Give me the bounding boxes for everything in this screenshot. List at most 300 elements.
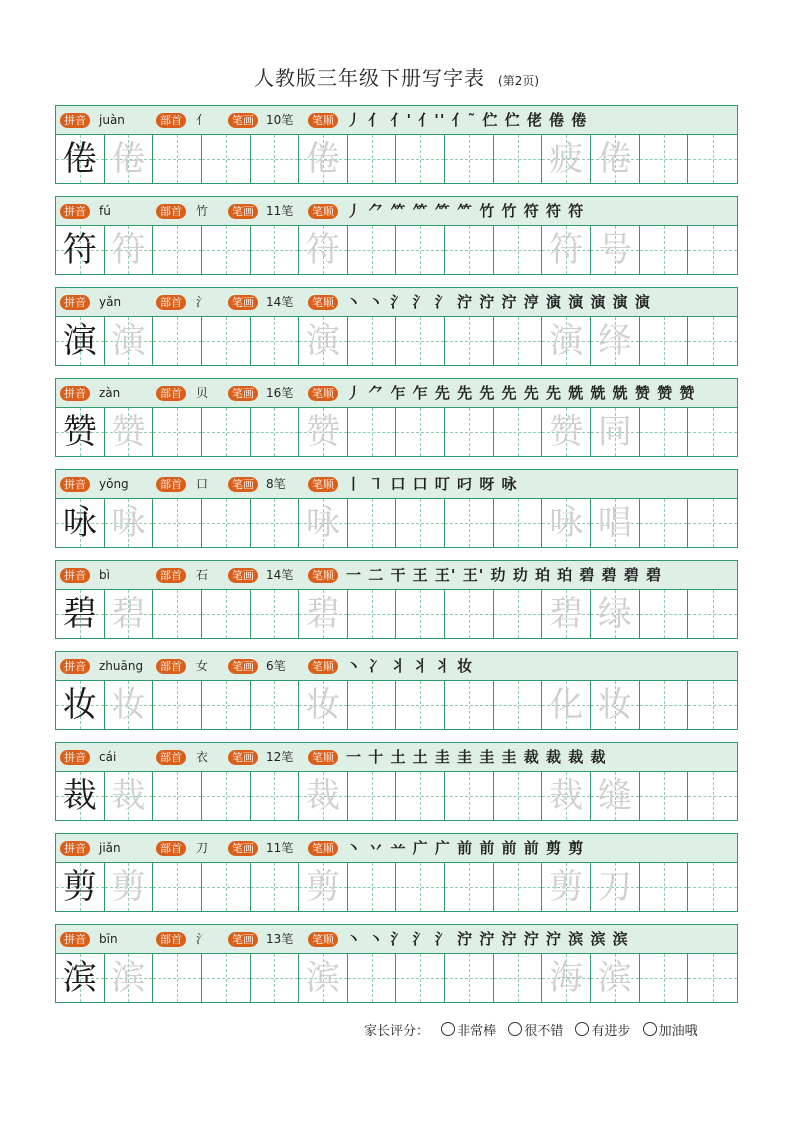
pinyin-value: fú	[99, 204, 111, 218]
word-trace-character: 演	[549, 321, 584, 361]
writing-cell[interactable]	[688, 681, 737, 729]
trace-character: 妆	[306, 685, 341, 725]
writing-cell[interactable]	[494, 863, 543, 911]
model-character: 妆	[62, 685, 97, 725]
stroke-order-badge: 笔顺	[308, 386, 338, 401]
radical-value: 女	[196, 659, 209, 673]
writing-cell[interactable]	[640, 317, 689, 365]
pinyin-value: yǒng	[99, 477, 129, 491]
stroke-count-badge: 笔画	[228, 204, 258, 219]
writing-cell[interactable]	[348, 772, 397, 820]
radical-value: 衣	[196, 750, 209, 764]
stroke-order-badge: 笔顺	[308, 568, 338, 583]
writing-cell[interactable]	[251, 408, 300, 456]
writing-cell[interactable]	[542, 772, 591, 820]
writing-grid	[56, 226, 737, 274]
practice-block	[55, 469, 738, 548]
pinyin-value: yǎn	[99, 295, 122, 309]
word-trace-character: 剪	[549, 867, 584, 907]
radical-value: 氵	[196, 932, 209, 946]
stroke-count-value: 6笔	[266, 659, 286, 673]
writing-cell[interactable]	[688, 954, 737, 1002]
trace-character: 碧	[111, 594, 146, 634]
pinyin-badge: 拼音	[60, 659, 90, 674]
pinyin-badge: 拼音	[60, 386, 90, 401]
writing-cell[interactable]	[251, 590, 300, 638]
stroke-count-value: 13笔	[266, 932, 294, 946]
writing-cell[interactable]	[445, 408, 494, 456]
trace-character: 滨	[306, 958, 341, 998]
word-trace-character: 滨	[597, 958, 632, 998]
writing-cell[interactable]	[445, 499, 494, 547]
radical-value: 亻	[196, 113, 209, 127]
writing-cell[interactable]	[299, 408, 348, 456]
writing-cell[interactable]	[688, 863, 737, 911]
writing-cell[interactable]	[153, 135, 202, 183]
writing-cell[interactable]	[542, 499, 591, 547]
practice-header	[56, 743, 737, 772]
writing-cell[interactable]	[591, 317, 640, 365]
writing-grid	[56, 772, 737, 820]
trace-character: 滨	[111, 958, 146, 998]
word-trace-character: 妆	[597, 685, 632, 725]
writing-cell[interactable]	[202, 863, 251, 911]
stroke-order-badge: 笔顺	[308, 750, 338, 765]
radical-badge: 部首	[156, 477, 186, 492]
parent-rating	[364, 1020, 698, 1039]
writing-grid	[56, 317, 737, 365]
writing-cell[interactable]	[56, 499, 105, 547]
model-character: 符	[62, 230, 97, 270]
writing-cell[interactable]	[640, 408, 689, 456]
writing-grid	[56, 681, 737, 729]
writing-cell[interactable]	[396, 590, 445, 638]
practice-block	[55, 833, 738, 912]
stroke-count-badge: 笔画	[228, 477, 258, 492]
writing-cell[interactable]	[688, 226, 737, 274]
stroke-order-sequence: 丿 ⺈ ⺮ ⺮ ⺮ ⺮ 竹 竹 符 符 符	[346, 202, 585, 220]
writing-cell[interactable]	[494, 408, 543, 456]
pinyin-value: bīn	[99, 932, 118, 946]
trace-character: 赞	[111, 412, 146, 452]
writing-grid	[56, 954, 737, 1002]
writing-cell[interactable]	[640, 499, 689, 547]
practice-header	[56, 379, 737, 408]
pinyin-value: zàn	[99, 386, 121, 400]
radical-badge: 部首	[156, 750, 186, 765]
stroke-count-value: 10笔	[266, 113, 294, 127]
writing-cell[interactable]	[348, 408, 397, 456]
practice-header	[56, 925, 737, 954]
practice-block	[55, 287, 738, 366]
writing-cell[interactable]	[640, 954, 689, 1002]
trace-character: 碧	[306, 594, 341, 634]
radical-badge: 部首	[156, 295, 186, 310]
stroke-count-value: 14笔	[266, 295, 294, 309]
word-trace-character: 刀	[597, 867, 632, 907]
pinyin-value: juàn	[99, 113, 125, 127]
trace-character: 裁	[306, 776, 341, 816]
stroke-order-sequence: 丶 丶 氵 氵 氵 泞 泞 泞 泞 泞 滨 滨 滨	[346, 930, 629, 948]
practice-block	[55, 105, 738, 184]
pinyin-value: cái	[99, 750, 117, 764]
stroke-order-badge: 笔顺	[308, 204, 338, 219]
writing-cell[interactable]	[348, 681, 397, 729]
writing-cell[interactable]	[56, 954, 105, 1002]
stroke-count-value: 11笔	[266, 204, 294, 218]
pinyin-value: zhuāng	[99, 659, 144, 673]
writing-cell[interactable]	[153, 863, 202, 911]
trace-character: 赞	[306, 412, 341, 452]
writing-cell[interactable]	[542, 317, 591, 365]
writing-cell[interactable]	[202, 681, 251, 729]
rating-option-1-label: 非常棒	[457, 1024, 497, 1039]
trace-character: 演	[306, 321, 341, 361]
writing-cell[interactable]	[591, 681, 640, 729]
word-trace-character: 裁	[549, 776, 584, 816]
writing-cell[interactable]	[299, 317, 348, 365]
writing-cell[interactable]	[299, 863, 348, 911]
writing-cell[interactable]	[445, 772, 494, 820]
writing-cell[interactable]	[251, 681, 300, 729]
stroke-order-badge: 笔顺	[308, 113, 338, 128]
writing-cell[interactable]	[640, 135, 689, 183]
practice-header	[56, 106, 737, 135]
radical-badge: 部首	[156, 386, 186, 401]
writing-cell[interactable]	[396, 135, 445, 183]
radical-value: 氵	[196, 295, 209, 309]
writing-cell[interactable]	[640, 681, 689, 729]
writing-cell[interactable]	[56, 135, 105, 183]
trace-character: 剪	[111, 867, 146, 907]
writing-cell[interactable]	[445, 317, 494, 365]
writing-cell[interactable]	[591, 590, 640, 638]
pinyin-value: bì	[99, 568, 110, 582]
writing-cell[interactable]	[251, 226, 300, 274]
stroke-count-badge: 笔画	[228, 932, 258, 947]
writing-cell[interactable]	[105, 226, 154, 274]
writing-cell[interactable]	[153, 772, 202, 820]
trace-character: 倦	[306, 139, 341, 179]
stroke-count-value: 8笔	[266, 477, 286, 491]
writing-cell[interactable]	[688, 317, 737, 365]
writing-cell[interactable]	[494, 499, 543, 547]
writing-cell[interactable]	[299, 681, 348, 729]
radical-value: 刀	[196, 841, 209, 855]
radical-value: 口	[196, 477, 209, 491]
writing-cell[interactable]	[56, 681, 105, 729]
writing-cell[interactable]	[396, 681, 445, 729]
pinyin-badge: 拼音	[60, 204, 90, 219]
stroke-count-badge: 笔画	[228, 841, 258, 856]
writing-cell[interactable]	[640, 590, 689, 638]
rating-option-2-radio[interactable]	[508, 1022, 522, 1036]
stroke-count-badge: 笔画	[228, 568, 258, 583]
writing-cell[interactable]	[688, 408, 737, 456]
writing-cell[interactable]	[640, 226, 689, 274]
word-trace-character: 绿	[597, 594, 632, 634]
rating-option-1-radio[interactable]	[441, 1022, 455, 1036]
writing-cell[interactable]	[105, 954, 154, 1002]
writing-cell[interactable]	[202, 135, 251, 183]
rating-option-4-label: 加油哦	[658, 1024, 698, 1039]
writing-cell[interactable]	[542, 863, 591, 911]
stroke-count-value: 11笔	[266, 841, 294, 855]
practice-block	[55, 742, 738, 821]
writing-cell[interactable]	[396, 317, 445, 365]
writing-grid	[56, 590, 737, 638]
writing-cell[interactable]	[542, 135, 591, 183]
rating-option-3-radio[interactable]	[575, 1022, 589, 1036]
stroke-order-badge: 笔顺	[308, 477, 338, 492]
practice-block	[55, 560, 738, 639]
trace-character: 剪	[306, 867, 341, 907]
writing-cell[interactable]	[251, 135, 300, 183]
writing-cell[interactable]	[299, 772, 348, 820]
stroke-count-badge: 笔画	[228, 113, 258, 128]
writing-cell[interactable]	[445, 863, 494, 911]
writing-cell[interactable]	[105, 681, 154, 729]
writing-cell[interactable]	[105, 863, 154, 911]
writing-cell[interactable]	[494, 317, 543, 365]
pinyin-badge: 拼音	[60, 750, 90, 765]
writing-cell[interactable]	[396, 863, 445, 911]
writing-cell[interactable]	[591, 772, 640, 820]
writing-cell[interactable]	[105, 408, 154, 456]
writing-cell[interactable]	[202, 590, 251, 638]
writing-cell[interactable]	[348, 317, 397, 365]
writing-cell[interactable]	[591, 226, 640, 274]
stroke-order-sequence: 丨 ㇕ 口 口 叮 叼 呀 咏	[346, 475, 518, 493]
writing-grid	[56, 135, 737, 183]
stroke-order-sequence: 丶 丶 氵 氵 氵 泞 泞 泞 涥 演 演 演 演 演	[346, 293, 651, 311]
writing-cell[interactable]	[56, 408, 105, 456]
practice-header	[56, 834, 737, 863]
stroke-count-badge: 笔画	[228, 386, 258, 401]
writing-cell[interactable]	[251, 317, 300, 365]
writing-cell[interactable]	[396, 772, 445, 820]
radical-value: 竹	[196, 204, 209, 218]
writing-cell[interactable]	[688, 135, 737, 183]
writing-cell[interactable]	[591, 863, 640, 911]
writing-cell[interactable]	[494, 135, 543, 183]
radical-value: 石	[196, 568, 209, 582]
radical-value: 贝	[196, 386, 209, 400]
writing-cell[interactable]	[299, 226, 348, 274]
writing-cell[interactable]	[445, 226, 494, 274]
stroke-count-value: 14笔	[266, 568, 294, 582]
writing-cell[interactable]	[56, 226, 105, 274]
radical-badge: 部首	[156, 659, 186, 674]
word-trace-character: 缝	[597, 776, 632, 816]
pinyin-badge: 拼音	[60, 932, 90, 947]
writing-cell[interactable]	[348, 590, 397, 638]
stroke-count-value: 12笔	[266, 750, 294, 764]
writing-cell[interactable]	[202, 954, 251, 1002]
writing-cell[interactable]	[105, 135, 154, 183]
radical-badge: 部首	[156, 204, 186, 219]
stroke-order-sequence: 丶 冫 丬 丬 丬 妆	[346, 657, 474, 675]
writing-cell[interactable]	[494, 954, 543, 1002]
radical-badge: 部首	[156, 841, 186, 856]
writing-cell[interactable]	[591, 408, 640, 456]
writing-cell[interactable]	[251, 954, 300, 1002]
writing-cell[interactable]	[396, 954, 445, 1002]
page-number: (第2页)	[498, 74, 540, 88]
practice-block	[55, 196, 738, 275]
writing-cell[interactable]	[591, 954, 640, 1002]
practice-header	[56, 561, 737, 590]
writing-cell[interactable]	[153, 408, 202, 456]
writing-cell[interactable]	[202, 499, 251, 547]
writing-cell[interactable]	[494, 772, 543, 820]
writing-cell[interactable]	[396, 408, 445, 456]
writing-cell[interactable]	[348, 863, 397, 911]
writing-cell[interactable]	[299, 135, 348, 183]
writing-cell[interactable]	[202, 317, 251, 365]
writing-cell[interactable]	[640, 863, 689, 911]
writing-cell[interactable]	[494, 681, 543, 729]
writing-cell[interactable]	[348, 499, 397, 547]
writing-cell[interactable]	[445, 135, 494, 183]
radical-badge: 部首	[156, 568, 186, 583]
word-trace-character: 号	[597, 230, 632, 270]
writing-cell[interactable]	[542, 226, 591, 274]
model-character: 咏	[62, 503, 97, 543]
writing-cell[interactable]	[56, 317, 105, 365]
word-trace-character: 海	[549, 958, 584, 998]
rating-option-4-radio[interactable]	[643, 1022, 657, 1036]
writing-cell[interactable]	[542, 681, 591, 729]
writing-cell[interactable]	[688, 499, 737, 547]
writing-cell[interactable]	[348, 135, 397, 183]
writing-cell[interactable]	[105, 590, 154, 638]
practice-block	[55, 378, 738, 457]
writing-grid	[56, 408, 737, 456]
stroke-order-badge: 笔顺	[308, 295, 338, 310]
writing-cell[interactable]	[202, 772, 251, 820]
stroke-order-sequence: 一 二 干 王 王' 王' 玏 玏 珀 珀 碧 碧 碧 碧	[346, 566, 663, 584]
writing-cell[interactable]	[542, 954, 591, 1002]
writing-cell[interactable]	[105, 317, 154, 365]
practice-block	[55, 651, 738, 730]
writing-cell[interactable]	[251, 499, 300, 547]
writing-cell[interactable]	[396, 226, 445, 274]
writing-cell[interactable]	[445, 590, 494, 638]
practice-header	[56, 197, 737, 226]
writing-cell[interactable]	[202, 408, 251, 456]
writing-cell[interactable]	[445, 681, 494, 729]
model-character: 碧	[62, 594, 97, 634]
writing-cell[interactable]	[56, 772, 105, 820]
trace-character: 符	[306, 230, 341, 270]
writing-cell[interactable]	[202, 226, 251, 274]
writing-cell[interactable]	[348, 226, 397, 274]
model-character: 赞	[62, 412, 97, 452]
writing-cell[interactable]	[105, 772, 154, 820]
radical-badge: 部首	[156, 113, 186, 128]
trace-character: 符	[111, 230, 146, 270]
writing-cell[interactable]	[494, 226, 543, 274]
writing-cell[interactable]	[153, 954, 202, 1002]
radical-badge: 部首	[156, 932, 186, 947]
writing-cell[interactable]	[542, 408, 591, 456]
model-character: 演	[62, 321, 97, 361]
model-character: 滨	[62, 958, 97, 998]
writing-cell[interactable]	[105, 499, 154, 547]
trace-character: 咏	[306, 503, 341, 543]
writing-cell[interactable]	[56, 863, 105, 911]
pinyin-badge: 拼音	[60, 113, 90, 128]
writing-cell[interactable]	[494, 590, 543, 638]
writing-cell[interactable]	[542, 590, 591, 638]
word-trace-character: 化	[549, 685, 584, 725]
word-trace-character: 咏	[549, 503, 584, 543]
trace-character: 倦	[111, 139, 146, 179]
writing-cell[interactable]	[299, 499, 348, 547]
writing-cell[interactable]	[299, 590, 348, 638]
practice-block	[55, 924, 738, 1003]
stroke-count-badge: 笔画	[228, 750, 258, 765]
writing-cell[interactable]	[153, 499, 202, 547]
word-trace-character: 唱	[597, 503, 632, 543]
word-trace-character: 碧	[549, 594, 584, 634]
rating-label: 家长评分：	[364, 1024, 430, 1039]
writing-cell[interactable]	[153, 317, 202, 365]
pinyin-badge: 拼音	[60, 477, 90, 492]
practice-header	[56, 652, 737, 681]
word-trace-character: 同	[597, 412, 632, 452]
stroke-count-badge: 笔画	[228, 295, 258, 310]
writing-grid	[56, 863, 737, 911]
writing-cell[interactable]	[591, 499, 640, 547]
writing-cell[interactable]	[56, 590, 105, 638]
word-trace-character: 符	[549, 230, 584, 270]
writing-cell[interactable]	[348, 954, 397, 1002]
stroke-order-sequence: 丿 亻 亻' 亻'' 亻˜ 伫 伫 佬 倦 倦	[346, 111, 588, 129]
writing-cell[interactable]	[153, 226, 202, 274]
writing-cell[interactable]	[396, 499, 445, 547]
rating-option-2-label: 很不错	[524, 1024, 564, 1039]
model-character: 裁	[62, 776, 97, 816]
practice-header	[56, 470, 737, 499]
page-title: 人教版三年级下册写字表	[253, 66, 485, 90]
pinyin-badge: 拼音	[60, 568, 90, 583]
writing-cell[interactable]	[153, 681, 202, 729]
stroke-order-sequence: 丶 丷 䒑 广 广 前 前 前 前 剪 剪	[346, 839, 585, 857]
trace-character: 妆	[111, 685, 146, 725]
stroke-count-badge: 笔画	[228, 659, 258, 674]
trace-character: 裁	[111, 776, 146, 816]
pinyin-value: jiǎn	[99, 841, 121, 855]
practice-header	[56, 288, 737, 317]
writing-cell[interactable]	[251, 863, 300, 911]
model-character: 剪	[62, 867, 97, 907]
writing-cell[interactable]	[299, 954, 348, 1002]
writing-cell[interactable]	[688, 772, 737, 820]
writing-cell[interactable]	[153, 590, 202, 638]
writing-cell[interactable]	[591, 135, 640, 183]
writing-grid	[56, 499, 737, 547]
stroke-order-badge: 笔顺	[308, 659, 338, 674]
writing-cell[interactable]	[251, 772, 300, 820]
stroke-order-badge: 笔顺	[308, 932, 338, 947]
writing-cell[interactable]	[445, 954, 494, 1002]
writing-cell[interactable]	[688, 590, 737, 638]
writing-cell[interactable]	[640, 772, 689, 820]
stroke-count-value: 16笔	[266, 386, 294, 400]
trace-character: 咏	[111, 503, 146, 543]
